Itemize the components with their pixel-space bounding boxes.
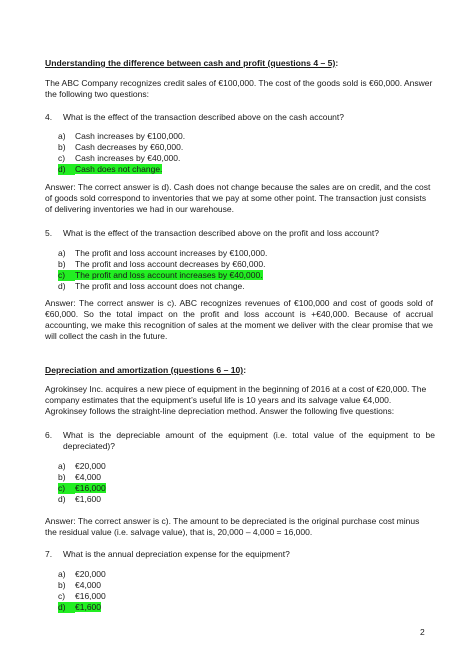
section-heading-depreciation: Depreciation and amortization (questions 6 – 10):	[45, 365, 247, 375]
question-text: What is the effect of the transaction described above on the profit and loss account?	[63, 228, 379, 238]
question-5-options	[58, 248, 267, 292]
option-a: a) €20,000	[58, 461, 106, 471]
option-c-highlighted: c) The profit and loss account increases by €40,000.	[58, 270, 263, 280]
question-text: What is the effect of the transaction described above on the cash account?	[63, 112, 344, 122]
question-number: 6.	[45, 430, 53, 440]
question-text: What is the annual depreciation expense for the equipment?	[63, 549, 290, 559]
question-number: 5.	[45, 228, 53, 238]
option-b: b) The profit and loss account decreases by €60,000.	[58, 259, 266, 269]
intro-paragraph-abc: The ABC Company recognizes credit sales of €100,000. The cost of the goods sold is €60,000. Answer the following two questions:	[45, 78, 433, 99]
option-b: b) €4,000	[58, 580, 101, 590]
option-d: d) The profit and loss account does not change.	[58, 281, 245, 291]
option-a: a) €20,000	[58, 569, 106, 579]
option-a: a) The profit and loss account increases by €100,000.	[58, 248, 268, 258]
option-d-highlighted: d) Cash does not change.	[58, 164, 163, 174]
question-7-options	[58, 569, 106, 613]
question-number: 7.	[45, 549, 53, 559]
intro-paragraph-agrokinsey: Agrokinsey Inc. acquires a new piece of equipment in the beginning of 2016 at a cost of €20,000. The company estimates that the equipment’s useful life is 10 years and its salvage value €4,000. Agrokinsey follows the straight-line depreciation method. Answer the following five questions:	[45, 384, 427, 416]
question-number: 4.	[45, 112, 53, 122]
answer-6: Answer: The correct answer is c). The amount to be depreciated is the original purchase cost minus the residual value (i.e. salvage value), that is, 20,000 – 4,000 = 16,000.	[45, 516, 420, 537]
option-c: c) €16,000	[58, 591, 106, 601]
question-text: What is the depreciable amount of the equipment (i.e. total value of the equipment to be depreciated)?	[63, 430, 435, 451]
option-c-highlighted: c) €16,000	[58, 483, 106, 493]
page-number: 2	[420, 627, 425, 637]
answer-5: Answer: The correct answer is c). ABC recognizes revenues of €100,000 and cost of goods sold of €60,000. So the total impact on the profit and loss account is +€40,000. Because of accrual accounting, we make this recognition of sales at the moment we deliver with the clear promise that we will collect the cash in the future.	[45, 298, 433, 341]
option-b: b) Cash decreases by €60,000.	[58, 142, 184, 152]
option-d: d) €1,600	[58, 494, 101, 504]
section-heading-cash-profit: Understanding the difference between cash and profit (questions 4 – 5):	[45, 58, 339, 68]
option-a: a) Cash increases by €100,000.	[58, 131, 186, 141]
question-4-options	[58, 131, 185, 175]
question-6-options	[58, 461, 106, 505]
option-c: c) Cash increases by €40,000.	[58, 153, 181, 163]
option-b: b) €4,000	[58, 472, 101, 482]
option-d-highlighted: d) €1,600	[58, 602, 101, 612]
answer-4: Answer: The correct answer is d). Cash does not change because the sales are on credit, and the cost of goods sold correspond to inventories that we pay at some other point. The transaction just consists of delivering inventories we had in our warehouse.	[45, 182, 431, 214]
